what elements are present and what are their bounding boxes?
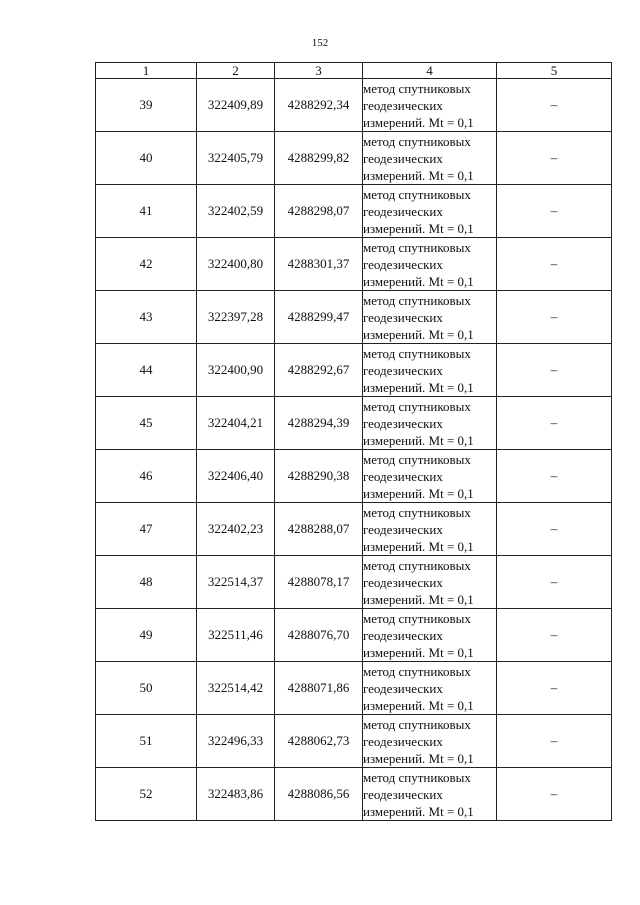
method-line: метод спутниковых	[363, 769, 471, 785]
method-line: метод спутниковых	[363, 663, 471, 679]
x-coordinate-cell: 322511,46	[197, 609, 275, 662]
x-coordinate-cell: 322514,42	[197, 662, 275, 715]
method-line: измерений. Mt = 0,1	[363, 591, 474, 607]
x-coordinate-cell: 322400,80	[197, 238, 275, 291]
table-row	[96, 132, 612, 185]
method-line: метод спутниковых	[363, 186, 471, 202]
table-row	[96, 79, 612, 132]
point-number-cell: 47	[96, 503, 197, 556]
note-cell: –	[497, 397, 612, 450]
method-cell	[363, 609, 497, 662]
method-cell	[363, 450, 497, 503]
y-coordinate-cell: 4288290,38	[275, 450, 363, 503]
point-number-cell: 51	[96, 715, 197, 768]
y-coordinate-cell: 4288299,82	[275, 132, 363, 185]
table-row	[96, 662, 612, 715]
point-number-cell: 44	[96, 344, 197, 397]
method-line: измерений. Mt = 0,1	[363, 114, 474, 130]
table-row	[96, 503, 612, 556]
table-row	[96, 556, 612, 609]
point-number-cell: 49	[96, 609, 197, 662]
method-line: метод спутниковых	[363, 557, 471, 573]
method-cell	[363, 715, 497, 768]
table-row	[96, 768, 612, 821]
table-row	[96, 450, 612, 503]
point-number-cell: 46	[96, 450, 197, 503]
method-line: геодезических	[363, 786, 443, 802]
y-coordinate-cell: 4288062,73	[275, 715, 363, 768]
y-coordinate-cell: 4288078,17	[275, 556, 363, 609]
x-coordinate-cell: 322409,89	[197, 79, 275, 132]
y-coordinate-cell: 4288298,07	[275, 185, 363, 238]
note-cell: –	[497, 556, 612, 609]
y-coordinate-cell: 4288301,37	[275, 238, 363, 291]
page-number: 152	[311, 37, 329, 49]
method-cell	[363, 291, 497, 344]
point-number-cell: 52	[96, 768, 197, 821]
header-col-5: 5	[497, 63, 612, 79]
note-cell: –	[497, 79, 612, 132]
method-line: измерений. Mt = 0,1	[363, 379, 474, 395]
method-line: метод спутниковых	[363, 345, 471, 361]
method-cell	[363, 185, 497, 238]
x-coordinate-cell: 322405,79	[197, 132, 275, 185]
method-line: геодезических	[363, 627, 443, 643]
x-coordinate-cell: 322400,90	[197, 344, 275, 397]
point-number-cell: 40	[96, 132, 197, 185]
note-cell: –	[497, 238, 612, 291]
note-cell: –	[497, 503, 612, 556]
method-line: измерений. Mt = 0,1	[363, 326, 474, 342]
method-line: метод спутниковых	[363, 504, 471, 520]
header-col-4: 4	[363, 63, 497, 79]
method-cell	[363, 556, 497, 609]
y-coordinate-cell: 4288294,39	[275, 397, 363, 450]
method-cell	[363, 132, 497, 185]
x-coordinate-cell: 322404,21	[197, 397, 275, 450]
method-line: измерений. Mt = 0,1	[363, 538, 474, 554]
note-cell: –	[497, 609, 612, 662]
header-row	[96, 63, 612, 79]
note-cell: –	[497, 291, 612, 344]
method-line: метод спутниковых	[363, 610, 471, 626]
x-coordinate-cell: 322483,86	[197, 768, 275, 821]
table-row	[96, 397, 612, 450]
y-coordinate-cell: 4288288,07	[275, 503, 363, 556]
method-line: измерений. Mt = 0,1	[363, 485, 474, 501]
method-line: геодезических	[363, 203, 443, 219]
method-cell	[363, 397, 497, 450]
method-line: геодезических	[363, 256, 443, 272]
method-line: измерений. Mt = 0,1	[363, 803, 474, 819]
method-cell	[363, 503, 497, 556]
point-number-cell: 50	[96, 662, 197, 715]
table-row	[96, 185, 612, 238]
point-number-cell: 43	[96, 291, 197, 344]
method-line: метод спутниковых	[363, 80, 471, 96]
y-coordinate-cell: 4288086,56	[275, 768, 363, 821]
method-line: геодезических	[363, 468, 443, 484]
method-line: геодезических	[363, 150, 443, 166]
method-line: измерений. Mt = 0,1	[363, 273, 474, 289]
table-header	[96, 63, 612, 79]
method-line: геодезических	[363, 574, 443, 590]
y-coordinate-cell: 4288292,67	[275, 344, 363, 397]
method-line: геодезических	[363, 415, 443, 431]
note-cell: –	[497, 132, 612, 185]
point-number-cell: 45	[96, 397, 197, 450]
point-number-cell: 41	[96, 185, 197, 238]
table-body	[96, 79, 612, 821]
header-col-3: 3	[275, 63, 363, 79]
point-number-cell: 39	[96, 79, 197, 132]
method-line: геодезических	[363, 362, 443, 378]
method-line: измерений. Mt = 0,1	[363, 167, 474, 183]
coordinates-table	[95, 62, 612, 821]
note-cell: –	[497, 344, 612, 397]
header-col-1: 1	[96, 63, 197, 79]
method-line: измерений. Mt = 0,1	[363, 432, 474, 448]
header-col-2: 2	[197, 63, 275, 79]
note-cell: –	[497, 450, 612, 503]
method-line: геодезических	[363, 680, 443, 696]
method-cell	[363, 79, 497, 132]
method-line: метод спутниковых	[363, 292, 471, 308]
table-row	[96, 609, 612, 662]
point-number-cell: 42	[96, 238, 197, 291]
x-coordinate-cell: 322406,40	[197, 450, 275, 503]
table-row	[96, 344, 612, 397]
y-coordinate-cell: 4288299,47	[275, 291, 363, 344]
method-line: геодезических	[363, 97, 443, 113]
method-cell	[363, 662, 497, 715]
method-line: измерений. Mt = 0,1	[363, 644, 474, 660]
y-coordinate-cell: 4288076,70	[275, 609, 363, 662]
x-coordinate-cell: 322514,37	[197, 556, 275, 609]
method-line: измерений. Mt = 0,1	[363, 750, 474, 766]
x-coordinate-cell: 322402,23	[197, 503, 275, 556]
y-coordinate-cell: 4288071,86	[275, 662, 363, 715]
method-cell	[363, 768, 497, 821]
method-cell	[363, 344, 497, 397]
table-row	[96, 238, 612, 291]
note-cell: –	[497, 768, 612, 821]
method-line: метод спутниковых	[363, 398, 471, 414]
method-line: геодезических	[363, 521, 443, 537]
x-coordinate-cell: 322496,33	[197, 715, 275, 768]
method-line: измерений. Mt = 0,1	[363, 220, 474, 236]
x-coordinate-cell: 322397,28	[197, 291, 275, 344]
x-coordinate-cell: 322402,59	[197, 185, 275, 238]
method-line: геодезических	[363, 309, 443, 325]
table-row	[96, 715, 612, 768]
y-coordinate-cell: 4288292,34	[275, 79, 363, 132]
table-row	[96, 291, 612, 344]
note-cell: –	[497, 185, 612, 238]
method-line: геодезических	[363, 733, 443, 749]
method-line: метод спутниковых	[363, 716, 471, 732]
method-line: измерений. Mt = 0,1	[363, 697, 474, 713]
point-number-cell: 48	[96, 556, 197, 609]
method-line: метод спутниковых	[363, 133, 471, 149]
note-cell: –	[497, 715, 612, 768]
method-line: метод спутниковых	[363, 451, 471, 467]
method-cell	[363, 238, 497, 291]
note-cell: –	[497, 662, 612, 715]
method-line: метод спутниковых	[363, 239, 471, 255]
